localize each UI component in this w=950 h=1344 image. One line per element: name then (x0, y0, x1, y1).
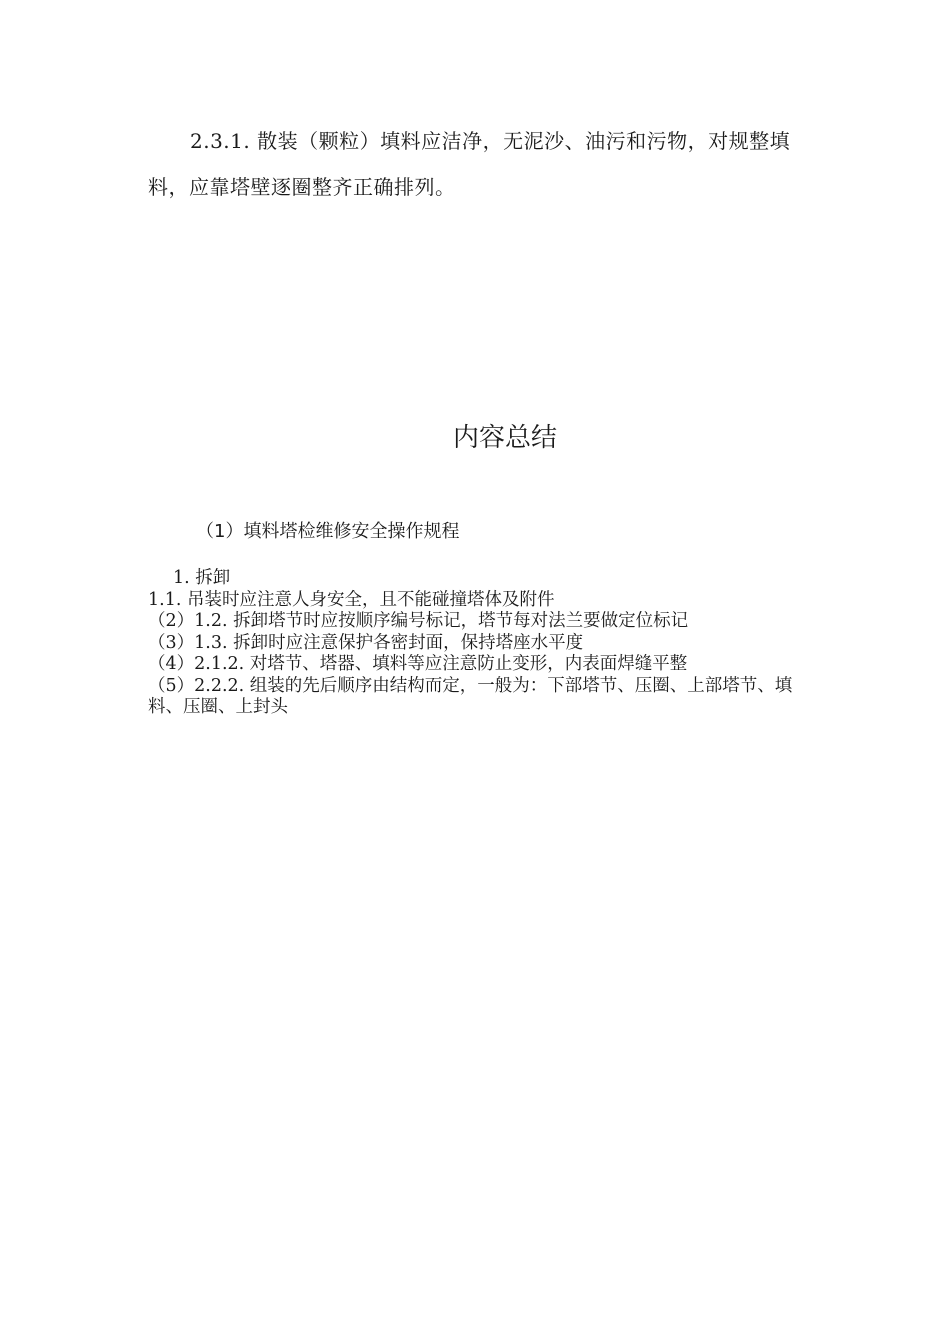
summary-title: 内容总结 (452, 423, 557, 453)
list-item: （3）1.3. 拆卸时应注意保护各密封面，保持塔座水平度 (148, 632, 584, 653)
summary-subheading: （1）填料塔检维修安全操作规程 (196, 521, 460, 542)
packing-cleanliness-paragraph: 2.3.1. 散装（颗粒）填料应洁净，无泥沙、油污和污物，对规整填料，应靠塔壁逐圈整齐正确排列。 (148, 129, 791, 199)
list-item: （5）2.2.2. 组装的先后顺序由结构而定，一般为：下部塔节、压圈、上部塔节、填料、压圈、上封头 (148, 675, 793, 717)
list-item: 1. 拆卸 (173, 568, 231, 588)
list-item: 1.1. 吊装时应注意人身安全，且不能碰撞塔体及附件 (148, 589, 555, 610)
list-item: （2）1.2. 拆卸塔节时应按顺序编号标记，塔节每对法兰要做定位标记 (148, 611, 689, 631)
list-item: （4）2.1.2. 对塔节、塔器、填料等应注意防止变形，内表面焊缝平整 (148, 654, 688, 674)
summary-list (148, 568, 798, 719)
